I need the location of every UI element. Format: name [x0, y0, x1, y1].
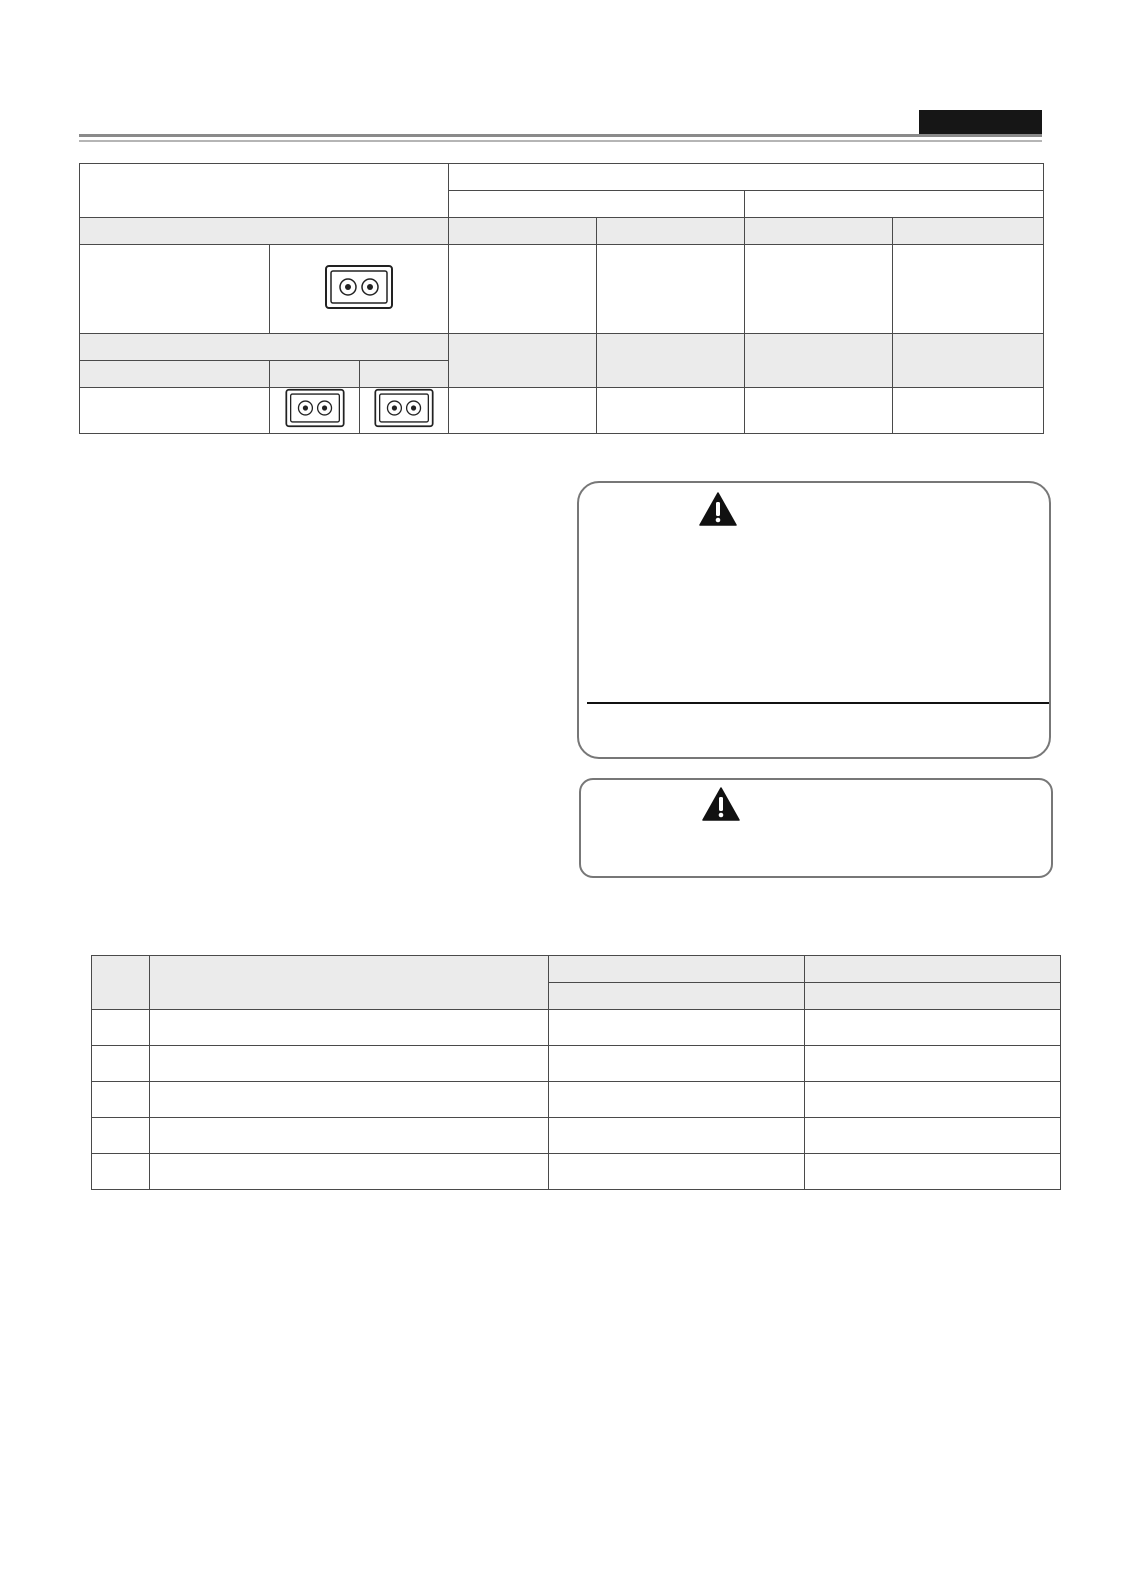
- table-header-cell: [80, 334, 449, 361]
- table-header-cell: [449, 334, 597, 388]
- spec-table-upper: [79, 163, 1044, 434]
- twin-socket-connector-icon: [373, 388, 435, 428]
- table-cell: [805, 1154, 1061, 1190]
- table-row: [80, 218, 1044, 245]
- table-cell: [80, 245, 270, 334]
- table-cell: [92, 1154, 150, 1190]
- table-cell: [150, 1010, 549, 1046]
- table-header-cell: [549, 956, 805, 983]
- table-header-cell: [745, 218, 893, 245]
- table-header-cell: [893, 218, 1044, 245]
- table-row: [92, 1118, 1061, 1154]
- table-header-cell: [805, 983, 1061, 1010]
- table-cell: [80, 164, 449, 218]
- caution-box: [577, 481, 1051, 759]
- table-cell: [449, 388, 597, 434]
- table-row: [92, 1082, 1061, 1118]
- table-cell: [150, 1154, 549, 1190]
- warning-triangle-icon: [702, 787, 740, 821]
- table-cell: [92, 1118, 150, 1154]
- table-cell: [92, 1046, 150, 1082]
- header-rule-thin: [79, 140, 1042, 142]
- spec-table-lower: [91, 955, 1061, 1190]
- table-cell: [449, 191, 745, 218]
- twin-socket-connector-icon: [324, 264, 394, 310]
- table-row: [92, 1010, 1061, 1046]
- table-cell: [549, 1046, 805, 1082]
- table-cell: [92, 1010, 150, 1046]
- table-header-cell: [80, 218, 449, 245]
- table-header-cell: [449, 218, 597, 245]
- table-cell: [150, 1082, 549, 1118]
- table-row: [80, 334, 1044, 361]
- table-row: [80, 164, 1044, 191]
- language-tab: [919, 110, 1042, 135]
- table-cell: [805, 1046, 1061, 1082]
- table-header-cell: [597, 218, 745, 245]
- table-row: [92, 1046, 1061, 1082]
- connector-cell: [270, 388, 360, 434]
- table-header-cell: [150, 956, 549, 1010]
- table-cell: [150, 1118, 549, 1154]
- table-cell: [893, 245, 1044, 334]
- table-cell: [805, 1082, 1061, 1118]
- table-cell: [549, 1082, 805, 1118]
- table-cell: [805, 1010, 1061, 1046]
- table-header-cell: [92, 956, 150, 1010]
- table-row: [80, 388, 1044, 434]
- table-header-cell: [80, 361, 270, 388]
- table-row: [80, 245, 1044, 334]
- table-cell: [449, 245, 597, 334]
- table-cell: [449, 164, 1044, 191]
- caution-box: [579, 778, 1053, 878]
- table-cell: [745, 245, 893, 334]
- table-cell: [893, 388, 1044, 434]
- warning-triangle-icon: [699, 492, 737, 526]
- caution-divider: [587, 702, 1049, 704]
- table-cell: [745, 191, 1044, 218]
- connector-cell: [360, 388, 449, 434]
- table-cell: [597, 388, 745, 434]
- header-rule: [79, 134, 1042, 137]
- table-header-cell: [893, 334, 1044, 388]
- table-row: [92, 956, 1061, 983]
- table-header-cell: [745, 334, 893, 388]
- table-cell: [92, 1082, 150, 1118]
- table-header-cell: [549, 983, 805, 1010]
- table-header-cell: [270, 361, 360, 388]
- table-cell: [549, 1154, 805, 1190]
- table-cell: [597, 245, 745, 334]
- table-header-cell: [597, 334, 745, 388]
- twin-socket-connector-icon: [284, 388, 346, 428]
- table-cell: [745, 388, 893, 434]
- connector-cell: [270, 245, 449, 334]
- table-row: [92, 1154, 1061, 1190]
- table-cell: [80, 388, 270, 434]
- table-header-cell: [805, 956, 1061, 983]
- table-cell: [805, 1118, 1061, 1154]
- table-cell: [150, 1046, 549, 1082]
- table-cell: [549, 1118, 805, 1154]
- table-cell: [549, 1010, 805, 1046]
- table-header-cell: [360, 361, 449, 388]
